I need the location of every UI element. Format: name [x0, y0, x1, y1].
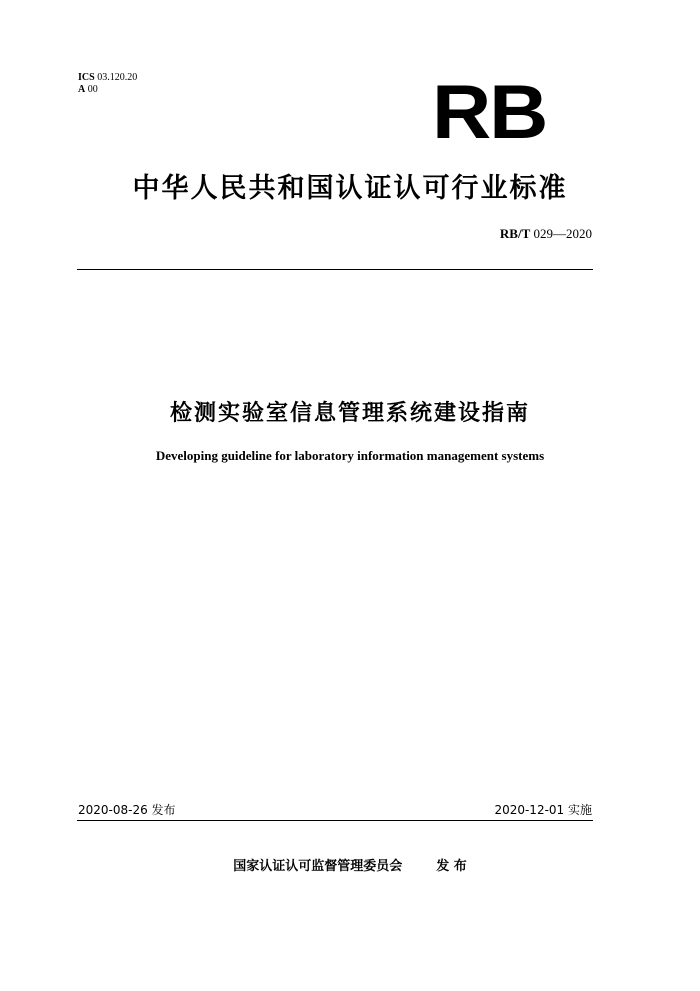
- ics-code: 03.120.20: [97, 72, 138, 83]
- classification-codes: [78, 72, 137, 96]
- publisher-name: 国家认证认可监督管理委员会: [233, 859, 403, 874]
- ccs-line: [78, 84, 137, 96]
- document-title: 检测实验室信息管理系统建设指南: [169, 401, 530, 426]
- standard-code: [500, 226, 592, 242]
- standard-code-prefix: RB/T: [499, 226, 531, 241]
- standard-category-title: 中华人民共和国认证认可行业标准: [132, 173, 568, 204]
- ics-label: ICS: [78, 72, 95, 83]
- rb-logo: RB: [432, 70, 547, 155]
- ccs-code: 00: [87, 84, 98, 95]
- document-title-english: Developing guideline for laboratory information management systems: [155, 448, 545, 463]
- publisher-action: 发 布: [436, 859, 467, 874]
- bottom-divider: [77, 820, 593, 821]
- publisher-line: [0, 855, 700, 874]
- implementation-date: 2020-12-01 实施: [494, 803, 592, 817]
- issue-date: 2020-08-26 发布: [78, 803, 176, 817]
- ics-line: [78, 72, 137, 84]
- standard-code-number: 029—2020: [533, 226, 592, 241]
- top-divider: [77, 269, 593, 270]
- ccs-label: A: [78, 84, 86, 95]
